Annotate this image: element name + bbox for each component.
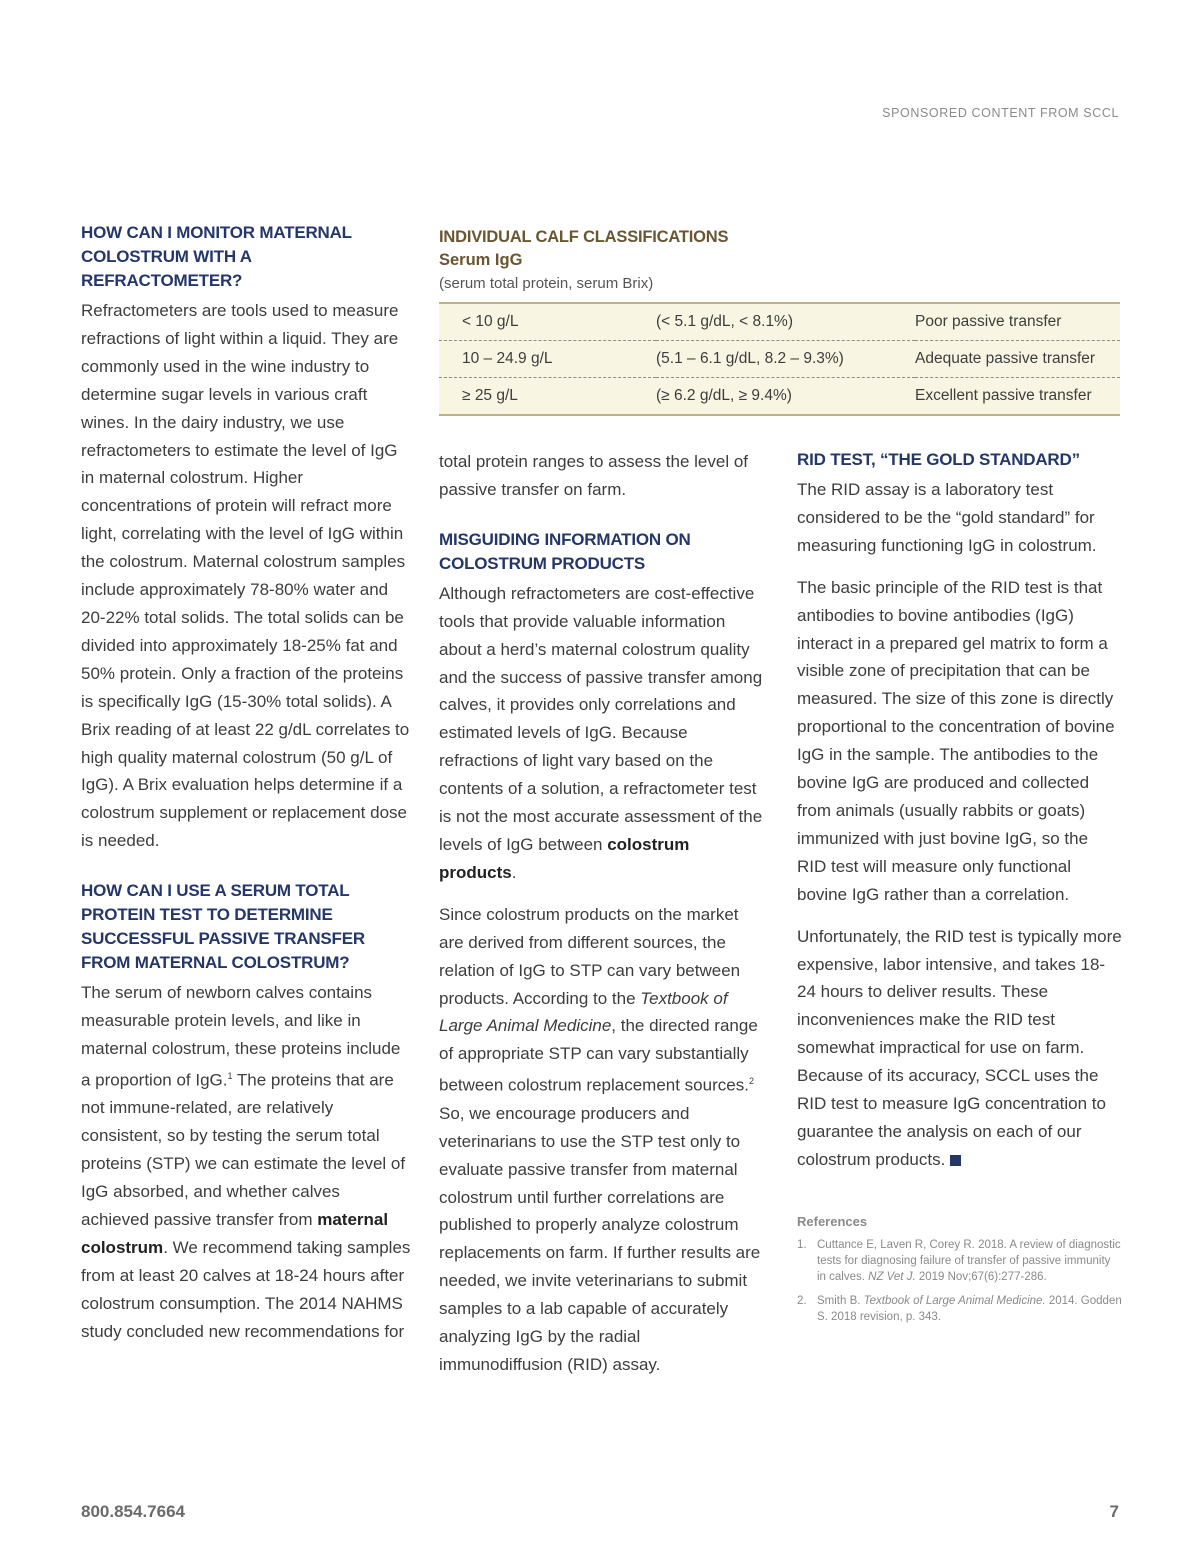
column-middle (439, 448, 764, 1379)
heading-misguiding-information: MISGUIDING INFORMATION ON COLOSTRUM PRODUCTS (439, 529, 691, 573)
table-row (439, 303, 1120, 341)
equiv-cell: (5.1 – 6.1 g/dL, 8.2 – 9.3%) (656, 341, 915, 378)
range-cell: 10 – 24.9 g/L (439, 341, 656, 378)
textbook-title-italic: Textbook of Large Animal Medicine (439, 988, 728, 1036)
heading-rid-test: RID TEST, “THE GOLD STANDARD” (797, 450, 1080, 469)
paragraph-refractometer-limits: Although refractometers are cost-effective tools that provide valuable information about a herd’s maternal colostrum quality and the success of passive transfer among calves, it provides only correlations and estimated levels of IgG. Because refractions of light vary based on the contents of a solution, a refractometer test is not the most accurate assessment of the levels of IgG between colostrum products. (439, 583, 763, 882)
calf-classification-table (439, 226, 1120, 416)
colostrum-products-bold: colostrum products (439, 834, 690, 882)
equiv-cell: (< 5.1 g/dL, < 8.1%) (656, 313, 794, 330)
classification-note: (serum total protein, serum Brix) (439, 275, 654, 292)
footnote-ref-2: 2 (748, 1076, 754, 1087)
classification-title: INDIVIDUAL CALF CLASSIFICATIONS (439, 228, 729, 246)
references-list (797, 1237, 1122, 1325)
classification-subtitle: Serum IgG (439, 251, 523, 269)
result-cell: Excellent passive transfer (915, 378, 1120, 416)
end-of-article-square-icon (950, 1155, 961, 1166)
equiv-cell: (≥ 6.2 g/dL, ≥ 9.4%) (656, 378, 915, 416)
maternal-colostrum-bold: maternal colostrum (81, 1210, 389, 1257)
reference-item: 1. Cuttance E, Laven R, Corey R. 2018. A review of diagnostic tests for diagnosing failure of transfer of passive immunity in calves. NZ Vet J. 2019 Nov;67(6):277-286. (797, 1238, 1121, 1283)
references-title: References (797, 1213, 868, 1229)
paragraph-rid-principle: The basic principle of the RID test is that antibodies to bovine antibodies (IgG) interact in a prepared gel matrix to form a visible zone of precipitation that can be measured. The size of this zone is directly proportional to the concentration of bovine IgG in the sample. The antibodies to the bovine IgG are produced and collected from animals (usually rabbits or goats) immunized with just bovine IgG, so the RID test will measure only functional bovine IgG rather than a correlation. (797, 577, 1115, 904)
column-right (797, 448, 1122, 1325)
table-row (439, 378, 1120, 416)
paragraph-rid-intro: The RID assay is a laboratory test considered to be the “gold standard” for measuring functioning IgG in colostrum. (797, 480, 1097, 555)
paragraph-continued: total protein ranges to assess the level of passive transfer on farm. (439, 452, 749, 499)
paragraph-igg-stp-relation: Since colostrum products on the market are derived from different sources, the relation of IgG to STP can vary between products. According to the Textbook of Large Animal Medicine, the directed range of appropriate STP can vary substantially between colostrum replacement sources.$^2$ So, we encourage producers and veterinarians to use the STP test only to evaluate passive transfer from maternal colostrum until further correlations are published to properly analyze colostrum replacements on farm. If further results are needed, we invite veterinarians to submit samples to a lab capable of accurately analyzing IgG by the radial immunodiffusion (RID) assay. (439, 904, 761, 1374)
heading-refractometer: HOW CAN I MONITOR MATERNAL COLOSTRUM WITH A REFRACTOMETER? (81, 223, 352, 290)
table-row (439, 341, 1120, 378)
reference-item: 2. Smith B. Textbook of Large Animal Medicine. 2014. Godden S. 2018 revision, p. 343. (797, 1294, 1122, 1323)
footnote-ref-1: 1 (227, 1070, 233, 1081)
heading-serum-protein-test: HOW CAN I USE A SERUM TOTAL PROTEIN TEST TO DETERMINE SUCCESSFUL PASSIVE TRANSFER FROM MATERNAL COLOSTRUM? (81, 881, 365, 973)
range-cell: < 10 g/L (462, 313, 519, 330)
classification-grid (439, 302, 1120, 416)
page-number: 7 (1109, 1502, 1119, 1521)
paragraph-rid-drawbacks: Unfortunately, the RID test is typically more expensive, labor intensive, and takes 18-24 hours to deliver results. These inconveniences make the RID test somewhat impractical for use on farm. Because of its accuracy, SCCL uses the RID test to measure IgG concentration to guarantee the analysis on each of our colostrum products. (797, 926, 1122, 1169)
range-cell: ≥ 25 g/L (439, 378, 656, 416)
paragraph-serum-protein: The serum of newborn calves contains measurable protein levels, and like in maternal colostrum, these proteins include a proportion of IgG.$^1$ The proteins that are not immune-related, are relatively consistent, so by testing the serum total proteins (STP) we can estimate the level of IgG absorbed, and whether calves achieved passive transfer from maternal colostrum. We recommend taking samples from at least 20 calves at 18-24 hours after colostrum consumption. The 2014 NAHMS study concluded new recommendations for (81, 983, 411, 1341)
result-cell: Poor passive transfer (915, 313, 1062, 330)
result-cell: Adequate passive transfer (915, 341, 1120, 378)
paragraph-refractometer: Refractometers are tools used to measure refractions of light within a liquid. They are commonly used in the wine industry to determine sugar levels in various craft wines. In the dairy industry, we use refractometers to estimate the level of IgG in maternal colostrum. Higher concentrations of protein will refract more light, correlating with the level of IgG within the colostrum. Maternal colostrum samples include approximately 78-80% water and 20-22% total solids. The total solids can be divided into approximately 18-25% fat and 50% protein. Only a fraction of the proteins is specifically IgG (15-30% total solids). A Brix reading of at least 22 g/dL correlates to high quality maternal colostrum (50 g/L of IgG). A Brix evaluation helps determine if a colostrum supplement or replacement dose is needed. (81, 301, 410, 851)
column-left (81, 221, 411, 1346)
sponsored-label: SPONSORED CONTENT FROM SCCL (882, 106, 1119, 120)
footer-phone: 800.854.7664 (81, 1502, 185, 1521)
